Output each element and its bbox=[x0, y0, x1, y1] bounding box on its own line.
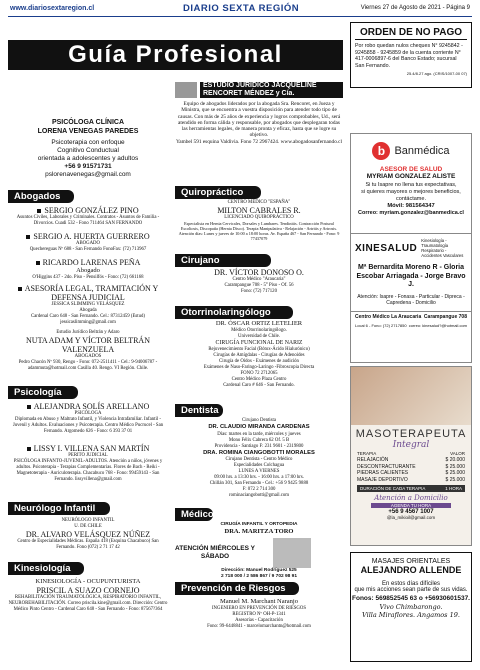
psicologia-2-role: PERITO JUDICIAL bbox=[68, 453, 108, 458]
page-date: Viernes 27 de Agosto de 2021 - Página 9 bbox=[360, 5, 470, 11]
banmedica-l4: si quieres mayores o mejores beneficios, bbox=[361, 189, 461, 195]
bullet-icon bbox=[18, 287, 22, 291]
xinesalud-brand: XINESALUD bbox=[355, 242, 418, 254]
medico-phones: 2 718 000 / 2 586 867 / 9 702 98 91 bbox=[220, 573, 298, 579]
riesgos-l2: REGISTRO Nº OH-P-1341 bbox=[232, 611, 286, 617]
pediatrico-name: DR. VÍCTOR DONOSO O. bbox=[214, 268, 304, 277]
masajes-l1: MASAJES ORIENTALES bbox=[371, 558, 451, 565]
xinesalud-centro: Centro Médico La Araucaria bbox=[355, 313, 422, 320]
masajes-l2: ALEJANDRO ALLENDE bbox=[360, 565, 462, 575]
masajes-orientales-ad bbox=[350, 552, 472, 662]
bullet-icon bbox=[37, 209, 41, 213]
psico-email[interactable]: pslorenavenegas@gmail.com bbox=[45, 171, 131, 178]
maso-title: MASOTERAPEUTA bbox=[355, 428, 467, 440]
psico-phone[interactable]: +56 9 91571731 bbox=[64, 163, 112, 170]
maso-domicilio: Atención a Domicilio bbox=[374, 494, 448, 502]
abogado-2-name: SERGIO A. HUERTA GUERRERO bbox=[33, 232, 150, 241]
maso-email[interactable]: @la_mikioil@gmail.com bbox=[386, 515, 436, 520]
abogado-5-info: Pedro Chacón Nº 930, Rengo - Fono: 072-2511411 - Cel.: 9-94006787 - adammuta@hotmail.com Casilla 40. Rengo. VI Región. Chile. bbox=[18, 360, 158, 371]
abogado-1-info: Asuntos Civiles, Laborales y Criminales. Contratos - Asuntos de Familia - Divorcios. Cuadi 532 - Fono 711464 SAN FERNANDO bbox=[16, 215, 160, 226]
abogado-entry-2 bbox=[8, 232, 168, 253]
abogado-entry-1 bbox=[8, 206, 168, 227]
riesgos-l3: Asesorías - Capacitación bbox=[235, 617, 283, 623]
quiro-name: MILTON CABRALES R. bbox=[217, 206, 301, 215]
medico-attention: ATENCIÓN MIÉRCOLES Y SÁBADO bbox=[175, 544, 255, 560]
masajes-phones[interactable]: Fonos: 569852545 63 o +56930601537. bbox=[352, 595, 470, 602]
medico-l1: CIRUGÍA INFANTIL Y ORTOPEDIA bbox=[220, 522, 298, 527]
maso-price-4: $ 25.000 bbox=[445, 476, 465, 483]
abogado-entry-3 bbox=[8, 258, 168, 281]
quiropractico-entry bbox=[175, 200, 343, 241]
abogado-4-role: Abogada bbox=[79, 308, 97, 313]
abogado-3-role: Abogado bbox=[76, 267, 100, 274]
riesgos-entry bbox=[175, 598, 343, 630]
section-medico: Médico bbox=[175, 508, 213, 521]
abogado-5-name: NUTA ADAM Y VÍCTOR BELTRÁN VALENZUELA bbox=[26, 336, 150, 354]
abogado-2-info: Quechereguas Nº 688 - San Fernando FonoFax: (72) 713967 bbox=[29, 247, 147, 252]
scales-icon bbox=[175, 82, 197, 98]
maso-col1: TERAPIA bbox=[357, 451, 377, 456]
estudio-body: Equipo de abogados liderados por la abogada Sra. Rencoret, en Jueza y Ministra, que se encuentra a vuestra disposición para atender todo tipo de causas. Con más de 25 años de experiencia y logros comprobables, Ud., será atendido en forma cálida y responsable, por abogados que desplegaran todas las herramientas legales, de manera pronta y eficaz, hasta que se logre su objetivo. bbox=[177, 101, 341, 139]
section-dentista: Dentista bbox=[175, 404, 223, 417]
estudio-title: ESTUDIO JURÍDICO JACQUELINE bbox=[200, 82, 343, 90]
section-kinesiologia: Kinesiología bbox=[8, 562, 84, 575]
xinesalud-dir: Carampangue 708 bbox=[423, 313, 467, 320]
otorrino-entry bbox=[175, 320, 343, 389]
masajes-l6: Vivo Chimbarongo. bbox=[379, 603, 443, 611]
medico-name: DRA. MARITZA TORO bbox=[224, 528, 294, 535]
maso-duration: DURACIÓN DE CADA TERAPIA bbox=[360, 486, 426, 491]
dentista-l10: F: 072 2 714 300 bbox=[242, 487, 276, 492]
kine-name: PRISCIL A SUAZO CORNEJO bbox=[36, 585, 140, 595]
psicologia-entry-2 bbox=[8, 444, 168, 483]
abogado-entry-4 bbox=[8, 284, 168, 326]
abogado-5-pre: Estudio Jurídico Beltrán y Adaro bbox=[56, 330, 120, 335]
section-psicologia: Psicología bbox=[8, 386, 78, 399]
banmedica-phone[interactable]: Móvil: 981564347 bbox=[387, 203, 435, 209]
section-neurologo: Neurólogo Infantil bbox=[8, 502, 110, 515]
otorrino-l1: Médico Otorrinolaringólogo. bbox=[231, 327, 287, 333]
psico-line4: Cognitivo Conductual bbox=[57, 147, 119, 154]
otorrino-l5: Cirugías de Amígdalas - Cirugías de Adenoides bbox=[213, 353, 305, 358]
otorrino-l8: FONO 72 2712065 bbox=[240, 371, 278, 376]
psicologia-entry-1 bbox=[8, 402, 168, 435]
otorrino-l10: Cardenal Caro # 646 - San Fernando. bbox=[223, 383, 295, 388]
maso-item-2: DESCONTRACTURANTE bbox=[357, 463, 416, 470]
psicologa-ad bbox=[8, 116, 168, 182]
psicologia-1-role: PSICÓLOGA bbox=[74, 411, 102, 416]
kine-info: REHABILITACIÓN TRAUMATOLÓGICA, RESPIRATORIO INFANTIL, NEUROREHABILITACIÓN. Correo priscila.kine@gmail.com. Dirección: Centro Médico Pinto Centro - Cardenal Caro 648 - San Fernando - Fono: 87567?364 bbox=[8, 594, 168, 612]
maso-item-1: RELAJACIÓN bbox=[357, 457, 389, 463]
abogado-2-role: ABOGADO bbox=[76, 241, 100, 246]
psico-title: PSICÓLOGA CLÍNICA bbox=[51, 119, 125, 126]
abogado-3-name: RICARDO LARENAS PEÑA bbox=[42, 258, 141, 267]
psicologia-2-info: PSICÓLOGA INFANTO-JUVENIL-ADULTOS. Atención a niños, jóvenes y adultos. Psicoterapia - Terapias Complementarias. Flores de Bach - Reiki - Magnetoterapia - Auriculoterapia. Chacabuco 768 - Fono: 99459143 - San Fernando. lissyvillena@gmail.com bbox=[13, 459, 163, 482]
neuro-info: Centro de Especialidades Médicas. España 418 (Esquina Chacabuco) San Fernando. Fono (072) 2 71 17 42 bbox=[17, 539, 159, 550]
dentista-name: DR. CLAUDIO MIRANDA CARDENAS bbox=[208, 424, 310, 430]
xinesalud-names: Mª Bernardita Moreno R - Gloria Escobar Arriagada - Jorge Bravo J. bbox=[356, 264, 466, 288]
xinesalud-tag: Kinesiología - Traumatología Respiratorio - Accidentes Vasculares bbox=[421, 238, 464, 258]
orden-body: Por robo quedan nulos cheques N° 9245842 - 9245858 - 9245859 de la cuenta corriente N° 417-0006897-6 del Banco Estado; sucursal San Fernando. bbox=[355, 43, 463, 69]
psicologia-1-name: ALEJANDRA SOLÍS ARELLANO bbox=[33, 402, 150, 411]
abogado-3-info: O'Higgins 437 - 2do. Piso - Pensilfós - Fono: (72) 661168 bbox=[32, 274, 144, 280]
orden-title: ORDEN DE NO PAGO bbox=[355, 26, 467, 40]
dentista-l8: 09:00 hrs. a 13:30 hrs. - 16:00 hrs. a 17:00 hrs. bbox=[214, 475, 304, 480]
banmedica-l1: ASESOR DE SALUD bbox=[379, 166, 443, 173]
psicologia-2-name: LISSY I. VILLENA SAN MARTÍN bbox=[33, 444, 150, 453]
estudio-juridico-ad bbox=[175, 82, 343, 145]
dentista-entry bbox=[175, 418, 343, 499]
bullet-icon bbox=[27, 447, 31, 451]
maso-phone[interactable]: +56 9 4567 1007 bbox=[388, 509, 434, 515]
neurologo-entry bbox=[8, 518, 168, 551]
pediatrico-entry bbox=[175, 268, 343, 295]
otorrino-l6: Cirugía de Oídos - Exámenes de audición bbox=[219, 359, 299, 364]
dentista-l1: Cirujano Dentista bbox=[242, 418, 276, 423]
dentista-l3: Mono Félix Cabrera 62 Of. 5 B bbox=[228, 437, 290, 443]
maso-subtitle: Integral bbox=[392, 440, 430, 450]
banmedica-brand: Banmédica bbox=[394, 145, 450, 157]
banmedica-email[interactable]: Correo: myriam.gonzalez@banmedica.cl bbox=[358, 210, 464, 216]
maso-agenda: AGENDA TU HORA bbox=[371, 503, 451, 508]
dentista-l5: Cirujano Dentista - Centro Médico bbox=[225, 457, 293, 462]
maso-col2: VALOR bbox=[450, 451, 465, 456]
neuro-name: DR. ALVARO VELÁSQUEZ NÚÑEZ bbox=[25, 530, 151, 539]
site-url[interactable]: www.diariosextaregion.cl bbox=[10, 5, 95, 12]
maso-item-3: PIEDRAS CALIENTES bbox=[357, 470, 409, 476]
abogado-5-role: ABOGADOS bbox=[74, 354, 102, 359]
doctor-photo bbox=[273, 538, 311, 568]
kine-title: KINESIOLOGÍA - OCUPUNTURISTA bbox=[35, 578, 141, 585]
neuro-sub: U. DE CHILE bbox=[74, 524, 102, 529]
masajes-l4: que mis acciones sean parte de sus vidas. bbox=[354, 587, 468, 593]
abogado-entry-5 bbox=[8, 330, 168, 372]
otorrino-l2: Universidad de Chile. bbox=[238, 333, 280, 339]
xinesalud-email[interactable]: correo: kinesalud?@hotmail.com bbox=[408, 322, 467, 328]
maso-item-4: MASAJE DEPORTIVO bbox=[357, 476, 408, 483]
neuro-role: NEURÓLOGO INFANTIL bbox=[61, 518, 115, 523]
xinesalud-local: Local 6 - Fono: (72) 2717850 bbox=[355, 322, 407, 328]
otorrino-l7: Exámenes de Naso-Faringo-Laringo -Fibroscopia Directa bbox=[203, 365, 315, 370]
banmedica-l5: contáctame. bbox=[396, 196, 426, 202]
dentista-l6: Especialidades Colchagua bbox=[233, 463, 285, 468]
dentista-l2: Días: martes en la tarde, miércoles y jueves bbox=[217, 431, 301, 437]
otorrino-name: DR. ÓSCAR ORTIZ LETELIER bbox=[215, 320, 303, 327]
guide-title: Guía Profesional bbox=[8, 40, 343, 70]
masajes-l3: En estos días difíciles bbox=[381, 581, 441, 587]
quiro-role: LICENCIADO QUIROPRÁCTICO bbox=[224, 215, 294, 220]
medico-address: Dirección: Manuel Rodríguez 525 bbox=[221, 567, 297, 573]
banmedica-logo-icon: b bbox=[372, 142, 390, 160]
riesgos-l4: Fono: 99-6448841 - marcelomarchantn@hotmail.com bbox=[207, 623, 311, 629]
maso-price-1: $ 20.000 bbox=[445, 457, 465, 463]
maso-duration-value: 1 HORA bbox=[445, 486, 462, 491]
estudio-contact: Yambel 591 esquina Valdivia. Fono 72 2967424. www.abogadosanfernando.cl bbox=[176, 138, 342, 145]
orden-no-pago-box bbox=[350, 22, 472, 88]
otorrino-l3: CIRUGÍA FUNCIONAL DE NARIZ bbox=[215, 339, 303, 346]
maso-price-2: $ 25.000 bbox=[445, 463, 465, 470]
dentista-l7: LUNES A VIERNES bbox=[238, 469, 280, 474]
abogado-1-name: SERGIO GONZÁLEZ PINO bbox=[44, 206, 139, 215]
maso-price-3: $ 25.000 bbox=[445, 470, 465, 476]
bullet-icon bbox=[26, 235, 30, 239]
section-prevencion: Prevención de Riesgos bbox=[175, 582, 299, 595]
kinesiologia-entry bbox=[8, 578, 168, 613]
quiro-center: CENTRO MÉDICO "ESPAÑA" bbox=[227, 200, 291, 205]
xinesalud-ad bbox=[350, 233, 472, 363]
section-cirujano-pediatrico: Cirujano Pediátrico bbox=[175, 254, 271, 267]
masajes-l7: Villa Miraflores. Angamos 19. bbox=[362, 611, 460, 619]
otorrino-l9: Centro Médico Plaza Centro bbox=[231, 377, 287, 382]
riesgos-name: Manuel M. Marchant Naranjo bbox=[220, 598, 298, 605]
pediatrico-phone: Fono: (72) 717120 bbox=[241, 289, 277, 294]
dentista-name2: DRA. ROMINA CIANGOBOTTI MORALES bbox=[203, 449, 315, 456]
bullet-icon bbox=[36, 261, 40, 265]
psico-name: LORENA VENEGAS PAREDES bbox=[37, 128, 139, 135]
dentista-l9: Chillán 301, San Fernando - Cel.: +56 9 9425 9888 bbox=[209, 481, 309, 486]
abogado-4-info: Cardenal Caro 648 - San Fernando. Cel.: 87312459 (Estud) jessicaslimming@gmail.com bbox=[30, 314, 146, 325]
medico-entry bbox=[175, 522, 343, 580]
abogado-4-sub: JESSICA SLIMMING VELÁSQUEZ bbox=[51, 302, 125, 307]
pediatrico-address: Carampangue 708 - 5° Piso - Of. 56 bbox=[224, 283, 294, 288]
dentista-l4: Providencia - Santiago F: 231 9601 - 2319800 bbox=[214, 443, 304, 449]
pediatrico-center: Centro Médico "Araucaria" bbox=[232, 277, 286, 282]
massage-photo bbox=[351, 367, 471, 425]
section-otorrino: Otorrinolaringólogo bbox=[175, 306, 293, 319]
estudio-subtitle: RENCORET MÉNDEZ y Cía. bbox=[200, 90, 343, 98]
bullet-icon bbox=[27, 405, 31, 409]
xinesalud-attention: Atención: Isapre - Fonasa - Particular - Diprecа - Capredena - Domicilio bbox=[357, 293, 465, 306]
header-rule bbox=[8, 16, 472, 17]
orden-ref: 25.4/8.27 ago. (CRIS/1007-00 07) bbox=[406, 71, 467, 76]
quiro-info: Especialista en Hernia Cervicales, Dorsales y Lumbares. Tendinitis. Contracción Postural Escoliosis, Discopatía (Hernia Disco). Terapia Manipulativa - Relajación - Artritis y Artrosis. Atención días: Lunes y jueves de 10:00 a 18:00 horas. Av. España 467 - San Fernando - Fono: 9 77437079 bbox=[178, 221, 340, 241]
abogado-4-name: ASESORÍA LEGAL, TRAMITACIÓN Y DEFENSA JUDICIAL bbox=[24, 284, 159, 302]
dentista-email[interactable]: rominaciangobotti@gmail.com bbox=[229, 493, 289, 498]
section-abogados: Abogados bbox=[8, 190, 74, 203]
psico-line3: Psicoterapia con enfoque bbox=[51, 139, 125, 146]
masthead: DIARIO SEXTA REGIÓN bbox=[183, 3, 300, 14]
banmedica-l3: Si tu Isapre no llena tus expectativas, bbox=[365, 182, 457, 188]
riesgos-l1: INGENIERO EN PREVENCIÓN DE RIESGOS bbox=[211, 605, 307, 611]
otorrino-l4: Rejuvenecimiento Facial (Bótox-Ácido Hialurónico) bbox=[208, 347, 310, 352]
section-quiropractico: Quiropráctico bbox=[175, 186, 261, 199]
banmedica-l2: MYRIAM GONZALEZ ALISTE bbox=[366, 173, 456, 180]
psico-line5: orientada a adolescentes y adultos bbox=[37, 155, 139, 162]
psicologia-1-info: Diplomada en Abuso y Maltrato Infantil, y Violencia Intrafamiliar. Infantil - Juvenil y Adultos. Evaluaciones y Psicoterapia. Centro Médico Pucrucel - San Fernando. Argomedo 626 - Fono: 6 393 37 01 bbox=[12, 417, 164, 434]
page-header bbox=[8, 3, 472, 15]
masoterapeuta-ad bbox=[350, 366, 472, 546]
